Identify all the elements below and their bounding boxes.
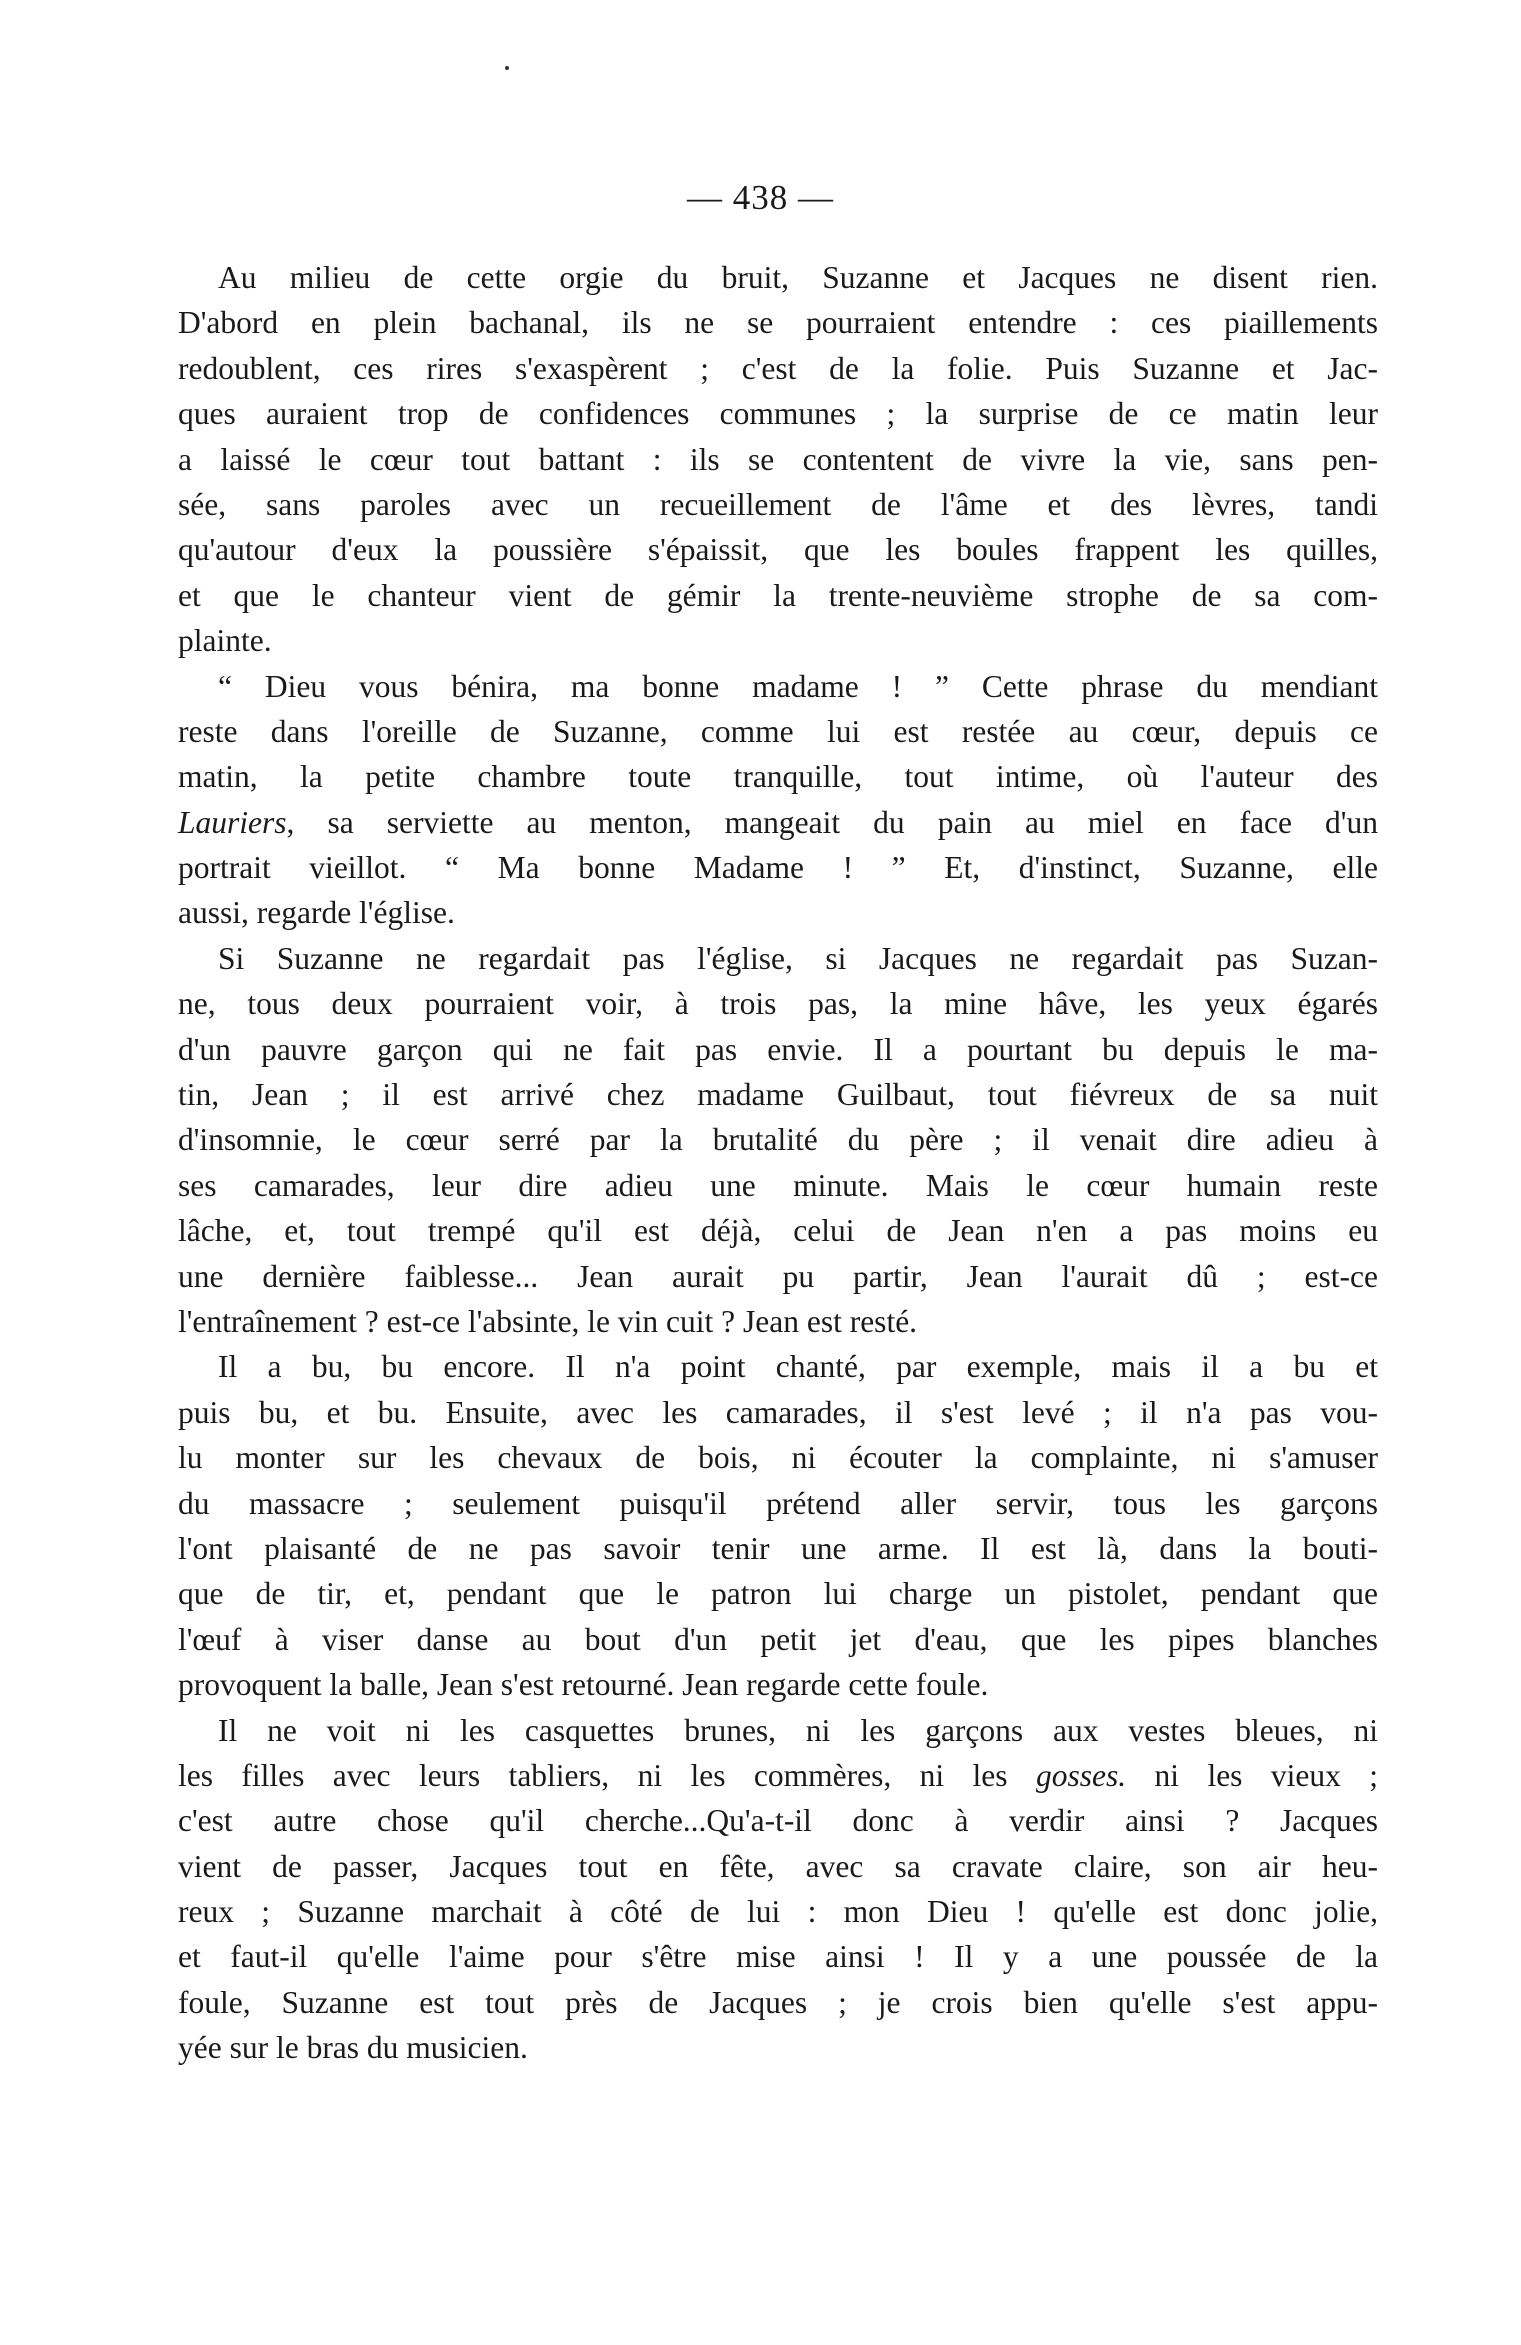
text-line [178, 1027, 1378, 1072]
text-segment: lu monter sur les chevaux de bois, ni écouter la complainte, ni s'amuser [178, 1440, 1378, 1476]
text-segment: les filles avec leurs tabliers, ni les commères, ni les [178, 1757, 1008, 1793]
text-segment: “ Dieu vous bénira, ma bonne madame ! ” Cette phrase du mendiant [218, 668, 1378, 704]
text-line [178, 890, 1378, 935]
text-line [178, 1072, 1378, 1117]
text-line [178, 618, 1378, 663]
text-line [178, 664, 1378, 709]
text-line [178, 1390, 1378, 1435]
text-line [178, 800, 1378, 845]
body-text [178, 255, 1378, 2071]
page-number: — 438 — [687, 178, 834, 217]
text-segment: Il a bu, bu encore. Il n'a point chanté, par exemple, mais il a bu et [218, 1349, 1378, 1385]
text-line [178, 1889, 1378, 1934]
text-line [178, 1208, 1378, 1253]
text-line [178, 709, 1378, 754]
text-segment: ses camarades, leur dire adieu une minute. Mais le cœur humain reste [178, 1167, 1378, 1203]
text-segment: matin, la petite chambre toute tranquille, tout intime, où l'auteur des [178, 759, 1378, 795]
text-segment: lâche, et, tout trempé qu'il est déjà, celui de Jean n'en a pas moins eu [178, 1213, 1378, 1249]
text-segment: foule, Suzanne est tout près de Jacques ; je crois bien qu'elle s'est appu- [178, 1984, 1378, 2020]
text-line [178, 1163, 1378, 1208]
text-segment: provoquent la balle, Jean s'est retourné. Jean regarde cette foule. [178, 1667, 989, 1703]
text-line [178, 754, 1378, 799]
text-line [178, 1254, 1378, 1299]
text-line [178, 1708, 1378, 1753]
text-segment: ques auraient trop de confidences communes ; la surprise de ce matin leur [178, 396, 1378, 432]
text-line [178, 1344, 1378, 1389]
text-line [178, 1753, 1378, 1798]
text-segment: d'un pauvre garçon qui ne fait pas envie. Il a pourtant bu depuis le ma- [178, 1031, 1378, 1067]
text-line [178, 1435, 1378, 1480]
text-line [178, 300, 1378, 345]
text-segment: l'entraînement ? est-ce l'absinte, le vin cuit ? Jean est resté. [178, 1303, 918, 1339]
text-segment: Au milieu de cette orgie du bruit, Suzanne et Jacques ne disent rien. [218, 260, 1378, 295]
text-segment: qu'autour d'eux la poussière s'épaissit, que les boules frappent les quilles, [178, 532, 1378, 568]
text-segment: l'œuf à viser danse au bout d'un petit jet d'eau, que les pipes blanches [178, 1621, 1378, 1657]
text-segment: aussi, regarde l'église. [178, 895, 455, 931]
text-segment: , sa serviette au menton, mangeait du pain au miel en face d'un [286, 804, 1378, 840]
text-line [178, 255, 1378, 300]
text-line [178, 1299, 1378, 1344]
italic-text: gosses. [1035, 1757, 1127, 1793]
text-line [178, 1798, 1378, 1843]
text-line [178, 1526, 1378, 1571]
text-line [178, 1980, 1378, 2025]
italic-text: Lauriers [178, 804, 287, 840]
text-line [178, 2025, 1378, 2070]
text-line [178, 981, 1378, 1026]
text-segment: une dernière faiblesse... Jean aurait pu partir, Jean l'aurait dû ; est-ce [178, 1258, 1378, 1294]
text-line [178, 391, 1378, 436]
text-line [178, 936, 1378, 981]
text-line [178, 1844, 1378, 1889]
text-line [178, 1617, 1378, 1662]
text-line [178, 1934, 1378, 1979]
text-line [178, 1571, 1378, 1616]
text-segment: D'abord en plein bachanal, ils ne se pourraient entendre : ces piaillements [178, 305, 1378, 341]
text-segment: reux ; Suzanne marchait à côté de lui : mon Dieu ! qu'elle est donc jolie, [178, 1894, 1378, 1930]
text-line [178, 845, 1378, 890]
text-segment: portrait vieillot. “ Ma bonne Madame ! ” Et, d'instinct, Suzanne, elle [178, 850, 1378, 886]
text-segment: sée, sans paroles avec un recueillement de l'âme et des lèvres, tandi [178, 486, 1378, 522]
text-segment: d'insomnie, le cœur serré par la brutalité du père ; il venait dire adieu à [178, 1122, 1378, 1158]
text-segment: yée sur le bras du musicien. [178, 2030, 528, 2066]
text-segment: c'est autre chose qu'il cherche...Qu'a-t-il donc à verdir ainsi ? Jacques [178, 1803, 1378, 1839]
text-segment: du massacre ; seulement puisqu'il prétend aller servir, tous les garçons [178, 1485, 1378, 1521]
text-segment: ne, tous deux pourraient voir, à trois pas, la mine hâve, les yeux égarés [178, 986, 1378, 1022]
text-segment: l'ont plaisanté de ne pas savoir tenir une arme. Il est là, dans la bouti- [178, 1530, 1378, 1566]
text-segment: puis bu, et bu. Ensuite, avec les camarades, il s'est levé ; il n'a pas vou- [178, 1394, 1378, 1430]
text-segment: et que le chanteur vient de gémir la trente-neuvième strophe de sa com- [178, 577, 1378, 613]
text-segment: ni les vieux ; [1126, 1757, 1378, 1793]
text-segment: vient de passer, Jacques tout en fête, avec sa cravate claire, son air heu- [178, 1848, 1378, 1884]
text-line [178, 573, 1378, 618]
text-segment: redoublent, ces rires s'exaspèrent ; c'est de la folie. Puis Suzanne et Jac- [178, 350, 1378, 386]
text-segment: reste dans l'oreille de Suzanne, comme lui est restée au cœur, depuis ce [178, 713, 1378, 749]
text-segment: Il ne voit ni les casquettes brunes, ni les garçons aux vestes bleues, ni [218, 1712, 1378, 1748]
text-segment: plainte. [178, 623, 272, 659]
text-segment: a laissé le cœur tout battant : ils se contentent de vivre la vie, sans pen- [178, 441, 1378, 477]
text-line [178, 437, 1378, 482]
ink-speck [505, 66, 509, 70]
text-segment: et faut-il qu'elle l'aime pour s'être mise ainsi ! Il y a une poussée de la [178, 1939, 1378, 1975]
text-segment: tin, Jean ; il est arrivé chez madame Guilbaut, tout fiévreux de sa nuit [178, 1077, 1378, 1113]
text-segment: Si Suzanne ne regardait pas l'église, si Jacques ne regardait pas Suzan- [218, 940, 1378, 976]
text-line [178, 1481, 1378, 1526]
text-line [178, 1117, 1378, 1162]
text-line [178, 1662, 1378, 1707]
text-line [178, 527, 1378, 572]
text-line [178, 346, 1378, 391]
text-line [178, 482, 1378, 527]
text-segment: que de tir, et, pendant que le patron lui charge un pistolet, pendant que [178, 1576, 1378, 1612]
